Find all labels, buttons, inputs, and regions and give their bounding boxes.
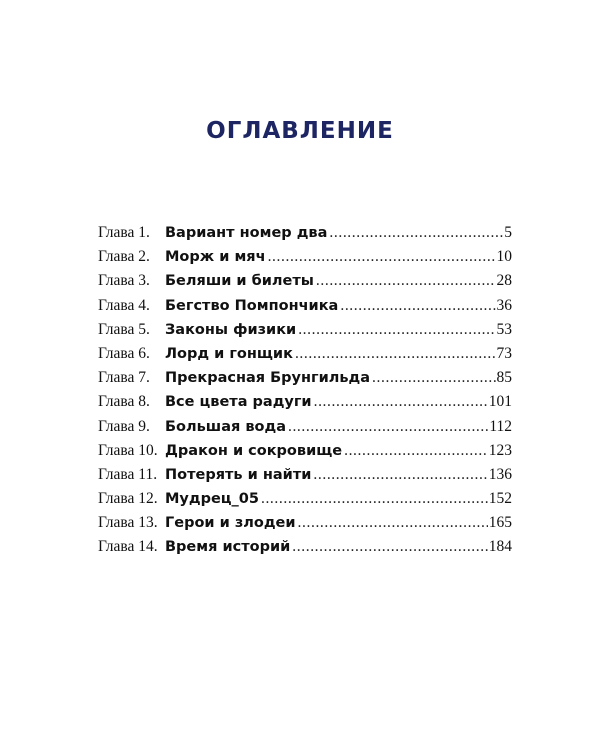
page-number: 123: [488, 441, 512, 459]
page-number: 101: [488, 393, 512, 411]
page-number: 28: [496, 272, 512, 290]
dot-leader: [268, 248, 496, 266]
dot-leader: [340, 297, 495, 315]
chapter-label: Глава 5.: [98, 320, 150, 338]
chapter-label: Глава 6.: [98, 344, 150, 362]
chapter-title: Лорд и гонщик: [165, 345, 293, 362]
chapter-title: Все цвета радуги: [165, 394, 312, 411]
page-number: 53: [496, 320, 512, 338]
page-number: 152: [488, 490, 512, 508]
page-number: 10: [496, 248, 512, 266]
toc-entry[interactable]: [98, 393, 512, 417]
dot-leader: [288, 418, 488, 436]
toc-entry[interactable]: [98, 321, 512, 345]
toc-entry[interactable]: [98, 345, 512, 369]
dot-leader: [314, 393, 488, 411]
page-number: 73: [496, 344, 512, 362]
chapter-label: Глава 1.: [98, 224, 150, 241]
toc-entry[interactable]: [98, 490, 512, 514]
chapter-label: Глава 8.: [98, 393, 150, 411]
toc-entry[interactable]: [98, 369, 512, 393]
dot-leader: [329, 224, 503, 242]
page-number: 136: [488, 465, 512, 483]
chapter-label: Глава 2.: [98, 248, 150, 266]
dot-leader: [298, 514, 488, 532]
toc-entry[interactable]: [98, 248, 512, 272]
toc-entry[interactable]: [98, 466, 512, 490]
dot-leader: [298, 321, 495, 339]
chapter-label: Глава 10.: [98, 441, 158, 459]
chapter-title: Вариант номер два: [165, 225, 328, 241]
page-number: 36: [496, 296, 512, 314]
chapter-label: Глава 9.: [98, 417, 150, 435]
dot-leader: [295, 345, 496, 363]
chapter-title: Беляши и билеты: [165, 273, 314, 290]
chapter-label: Глава 4.: [98, 296, 150, 314]
dot-leader: [344, 442, 488, 460]
table-of-contents: [98, 224, 512, 563]
toc-entry[interactable]: [98, 514, 512, 538]
chapter-title: Мудрец_05: [165, 491, 259, 508]
chapter-label: Глава 12.: [98, 490, 158, 508]
chapter-label: Глава 11.: [98, 465, 158, 483]
toc-entry[interactable]: [98, 272, 512, 296]
chapter-label: Глава 7.: [98, 369, 150, 387]
page-number: 5: [504, 224, 512, 241]
dot-leader: [261, 490, 488, 508]
dot-leader: [292, 538, 487, 556]
toc-entry[interactable]: [98, 538, 512, 562]
toc-entry[interactable]: [98, 442, 512, 466]
chapter-title: Герои и злодеи: [165, 515, 296, 532]
toc-entry[interactable]: [98, 297, 512, 321]
chapter-title: Большая вода: [165, 418, 286, 435]
page-title: ОГЛАВЛЕНИЕ: [206, 118, 394, 144]
chapter-label: Глава 13.: [98, 514, 158, 532]
dot-leader: [372, 369, 495, 387]
chapter-title: Бегство Помпончика: [165, 297, 339, 314]
toc-entry[interactable]: [98, 224, 512, 248]
dot-leader: [316, 272, 496, 290]
dot-leader: [313, 466, 487, 484]
toc-entry[interactable]: [98, 418, 512, 442]
page-number: 85: [496, 369, 512, 387]
page-number: 184: [488, 538, 512, 556]
chapter-title: Потерять и найти: [165, 466, 312, 483]
chapter-title: Морж и мяч: [165, 249, 266, 266]
chapter-title: Время историй: [165, 539, 291, 556]
chapter-title: Законы физики: [165, 321, 297, 338]
chapter-title: Дракон и сокровище: [165, 442, 343, 459]
chapter-label: Глава 3.: [98, 272, 150, 290]
page-number: 112: [489, 417, 512, 435]
chapter-label: Глава 14.: [98, 538, 158, 556]
chapter-title: Прекрасная Брунгильда: [165, 370, 371, 387]
page-number: 165: [488, 514, 512, 532]
